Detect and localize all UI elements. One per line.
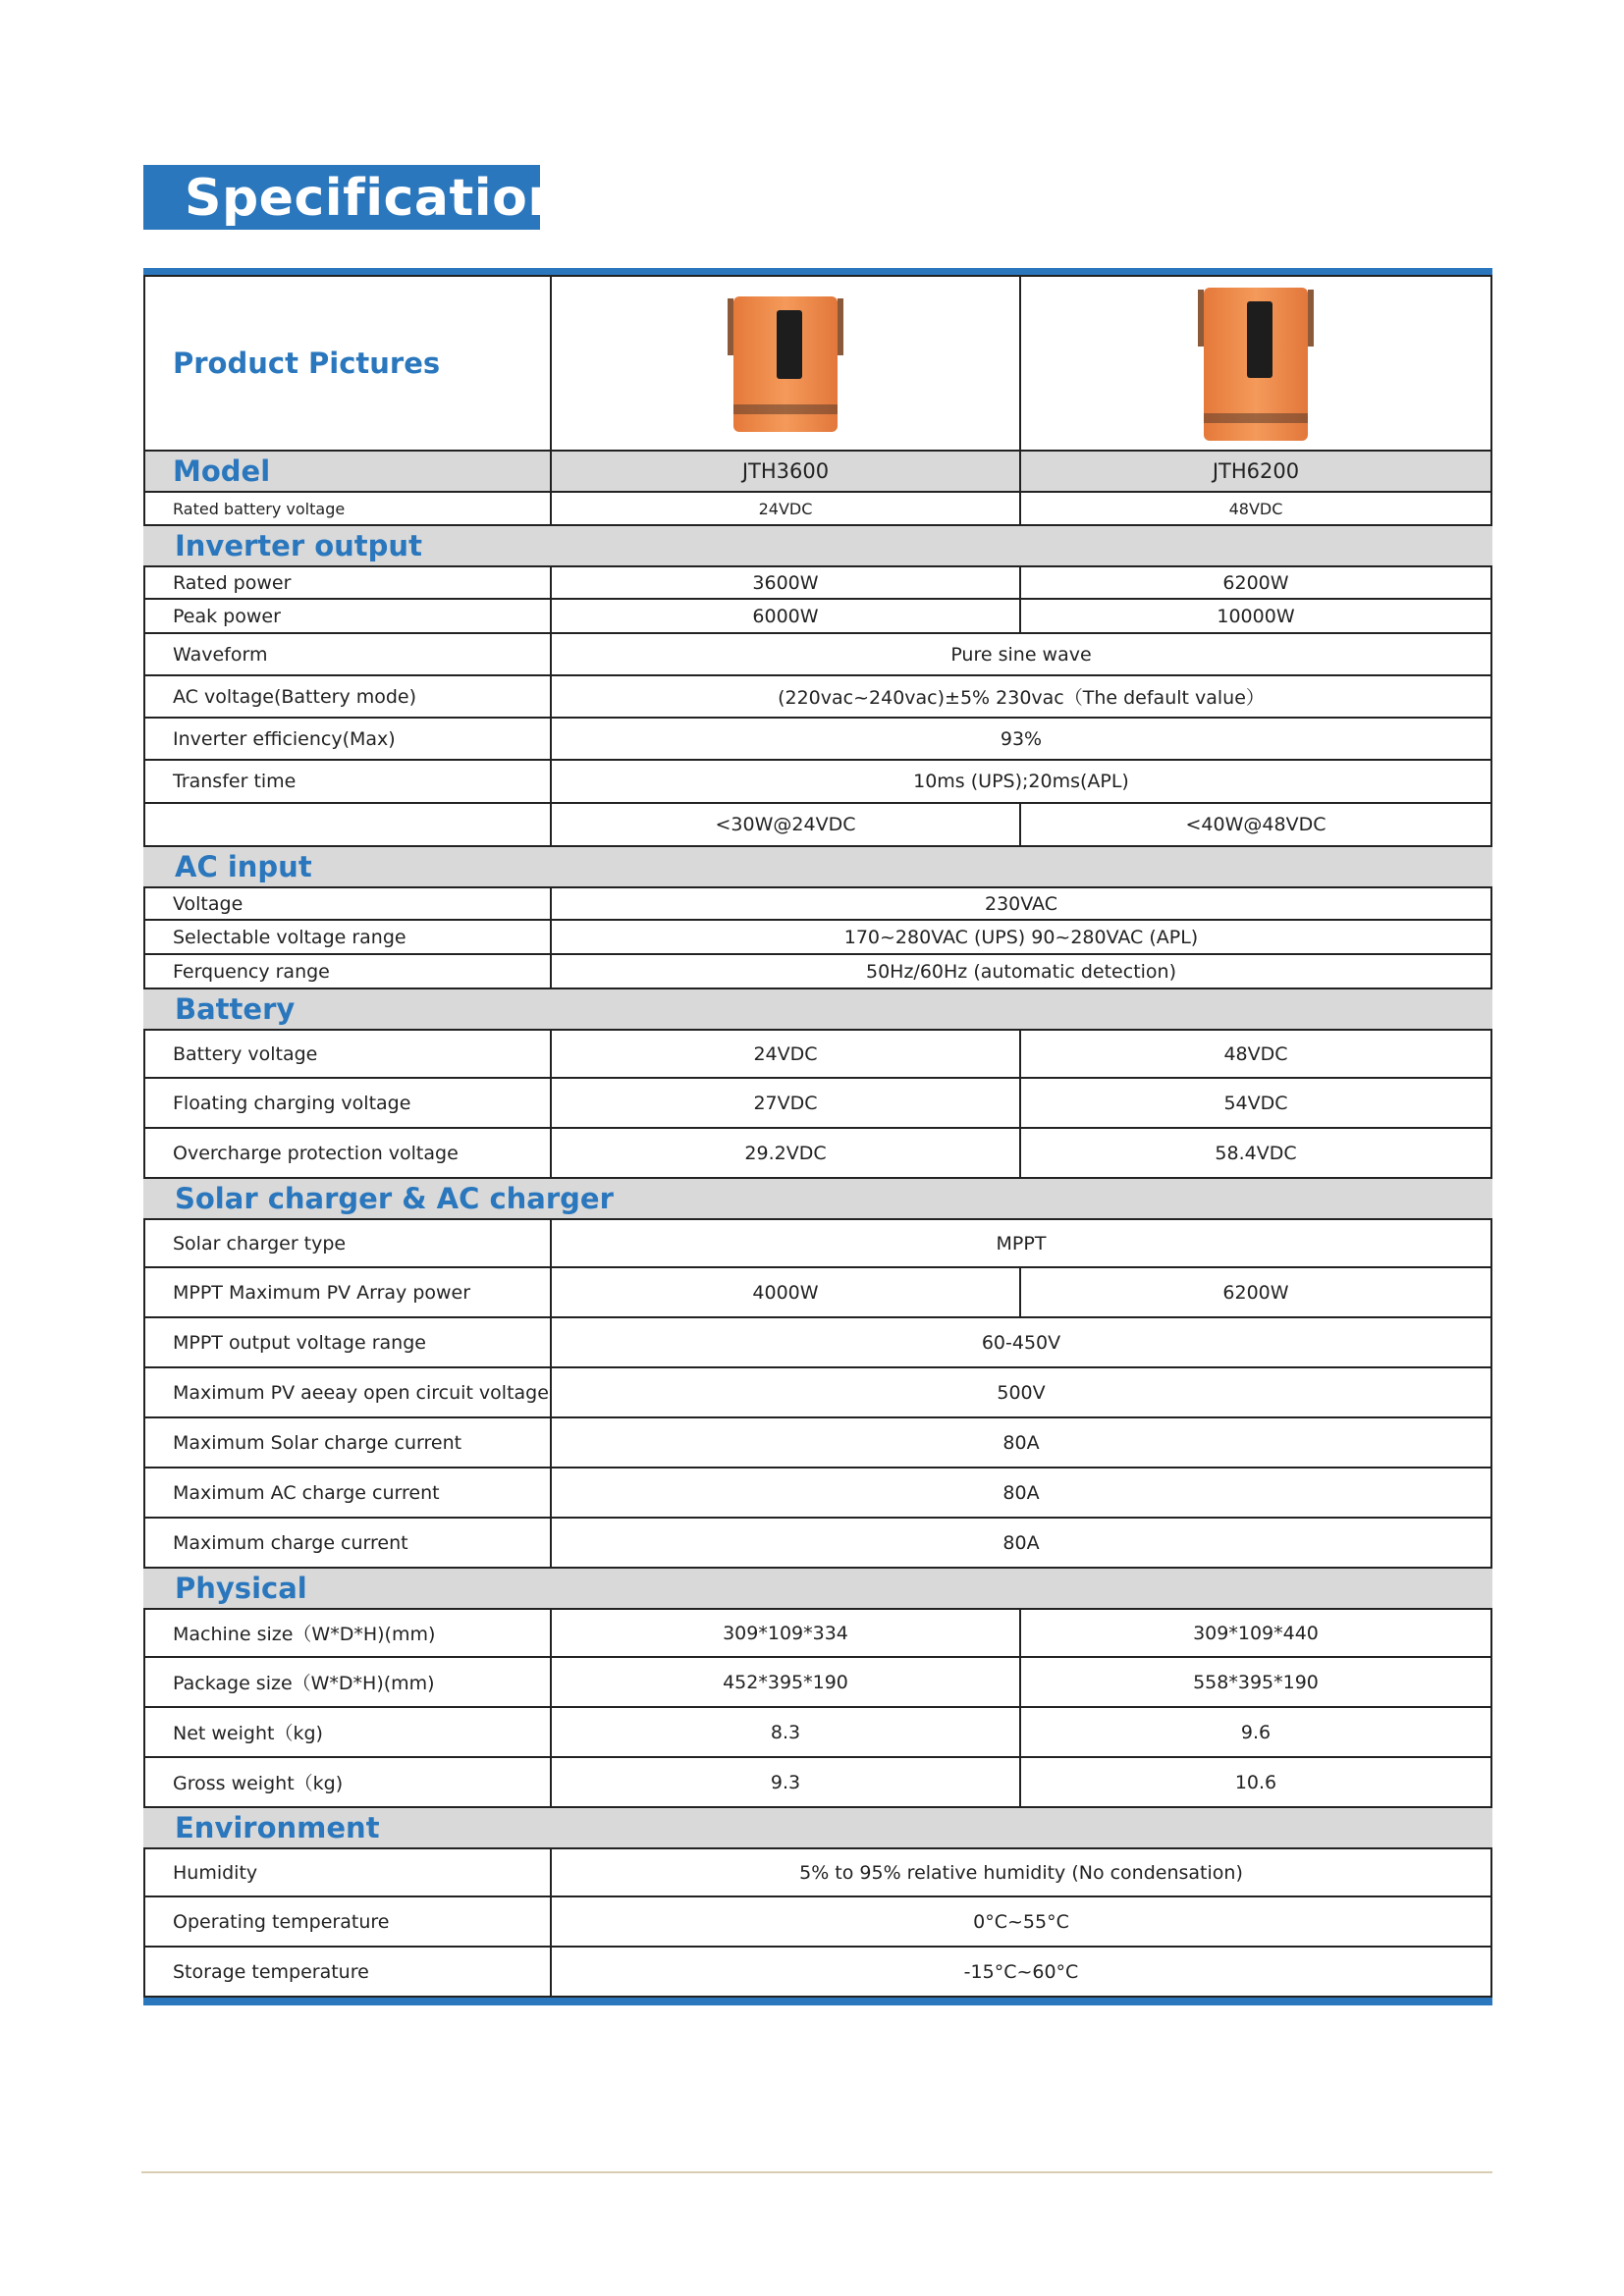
table-row xyxy=(143,1708,1492,1758)
cell-value: 558*395*190 xyxy=(1193,1671,1319,1693)
table-row xyxy=(143,761,1492,804)
row-label: Overcharge protection voltage xyxy=(145,1129,552,1177)
section-physical: Physical xyxy=(143,1569,1492,1608)
cell-value: 9.3 xyxy=(552,1758,1021,1806)
row-label: Maximum AC charge current xyxy=(145,1468,552,1517)
spec-table xyxy=(143,268,1492,2005)
cell-value: 54VDC xyxy=(1223,1092,1288,1114)
table-row xyxy=(143,1368,1492,1418)
cell-value: 80A xyxy=(1002,1481,1040,1504)
rated-battery-row xyxy=(143,493,1492,526)
row-label: MPPT output voltage range xyxy=(145,1318,552,1366)
cell-value: 10.6 xyxy=(1234,1771,1277,1793)
cell-value: 10000W xyxy=(1217,605,1295,627)
table-row xyxy=(143,719,1492,761)
cell-value: 5% to 95% relative humidity (No condensation) xyxy=(799,1861,1243,1884)
cell-value: 230VAC xyxy=(985,892,1057,915)
cell-value: (220vac~240vac)±5% 230vac（The default value） xyxy=(778,687,1265,709)
cell-value: 4000W xyxy=(552,1268,1021,1316)
product-picture-jth3600 xyxy=(552,277,1021,450)
cell-value: 58.4VDC xyxy=(1215,1142,1297,1164)
table-row xyxy=(143,1608,1492,1658)
row-label: Operating temperature xyxy=(145,1897,552,1946)
row-label: Package size（W*D*H)(mm) xyxy=(145,1658,552,1706)
cell-value: 9.6 xyxy=(1240,1721,1272,1743)
row-label: Machine size（W*D*H)(mm) xyxy=(145,1610,552,1656)
row-label: Ferquency range xyxy=(145,955,552,988)
row-label: Battery voltage xyxy=(145,1031,552,1077)
product-pictures-row xyxy=(143,275,1492,452)
cell-value: 50Hz/60Hz (automatic detection) xyxy=(866,960,1176,983)
table-row xyxy=(143,1897,1492,1948)
table-row xyxy=(143,1758,1492,1808)
table-bottom-bar xyxy=(143,1998,1492,2005)
table-row xyxy=(143,1129,1492,1179)
row-label: MPPT Maximum PV Array power xyxy=(145,1268,552,1316)
row-label xyxy=(145,804,552,845)
cell-value: 24VDC xyxy=(552,493,1021,524)
cell-value: -15°C~60°C xyxy=(963,1960,1079,1983)
cell-value: 80A xyxy=(1002,1431,1040,1454)
cell-value: 6000W xyxy=(552,600,1021,632)
cell-value: Pure sine wave xyxy=(950,643,1092,666)
table-row xyxy=(143,955,1492,989)
cell-value: 29.2VDC xyxy=(552,1129,1021,1177)
cell-value: 500V xyxy=(997,1381,1046,1404)
table-row xyxy=(143,1318,1492,1368)
row-label: AC voltage(Battery mode) xyxy=(145,676,552,717)
table-row xyxy=(143,565,1492,600)
row-label: Solar charger type xyxy=(145,1220,552,1266)
cell-value: 452*395*190 xyxy=(552,1658,1021,1706)
cell-value: 48VDC xyxy=(1228,499,1283,518)
table-top-bar xyxy=(143,268,1492,275)
row-label: Peak power xyxy=(145,600,552,632)
row-label: Rated power xyxy=(145,567,552,598)
model-label: Model xyxy=(145,452,552,491)
row-label: Waveform xyxy=(145,634,552,674)
table-row xyxy=(143,1948,1492,1998)
section-inverter-output: Inverter output xyxy=(143,526,1492,565)
row-label: Floating charging voltage xyxy=(145,1079,552,1127)
title-banner xyxy=(143,165,565,230)
row-label: Maximum Solar charge current xyxy=(145,1418,552,1467)
cell-value: 60-450V xyxy=(981,1331,1061,1354)
table-row xyxy=(143,1519,1492,1569)
model-value: JTH6200 xyxy=(1212,459,1300,483)
inverter-image xyxy=(724,289,847,438)
cell-value: 10ms (UPS);20ms(APL) xyxy=(913,771,1129,792)
row-label: Storage temperature xyxy=(145,1948,552,1996)
cell-value: 93% xyxy=(1000,727,1043,750)
cell-value: 3600W xyxy=(552,567,1021,598)
cell-value: 309*109*334 xyxy=(552,1610,1021,1656)
inverter-image xyxy=(1194,280,1318,447)
cell-value: 6200W xyxy=(1222,571,1289,594)
table-row xyxy=(143,1268,1492,1318)
table-row xyxy=(143,921,1492,955)
table-row xyxy=(143,1218,1492,1268)
table-row xyxy=(143,804,1492,847)
cell-value: 80A xyxy=(1002,1531,1040,1554)
cell-value: 27VDC xyxy=(552,1079,1021,1127)
table-row xyxy=(143,634,1492,676)
row-label: Humidity xyxy=(145,1849,552,1896)
cell-value: <30W@24VDC xyxy=(552,804,1021,845)
model-row xyxy=(143,452,1492,493)
row-label: Net weight（kg) xyxy=(145,1708,552,1756)
cell-value: <40W@48VDC xyxy=(1185,814,1326,835)
model-value: JTH3600 xyxy=(552,452,1021,491)
row-label: Gross weight（kg) xyxy=(145,1758,552,1806)
section-charger: Solar charger & AC charger xyxy=(143,1179,1492,1218)
table-row xyxy=(143,1468,1492,1519)
table-row xyxy=(143,1029,1492,1079)
section-battery: Battery xyxy=(143,989,1492,1029)
footer-divider xyxy=(141,2171,1492,2173)
cell-value: 24VDC xyxy=(552,1031,1021,1077)
product-picture-jth6200 xyxy=(1021,277,1490,450)
table-row xyxy=(143,1847,1492,1897)
table-row xyxy=(143,1418,1492,1468)
table-row xyxy=(143,1079,1492,1129)
cell-value: MPPT xyxy=(996,1232,1047,1255)
table-row xyxy=(143,676,1492,719)
table-row xyxy=(143,600,1492,634)
table-row xyxy=(143,1658,1492,1708)
cell-value: 0°C~55°C xyxy=(973,1910,1069,1933)
page-title: Specification xyxy=(185,169,565,228)
cell-value: 309*109*440 xyxy=(1193,1622,1319,1644)
row-label: Transfer time xyxy=(145,761,552,802)
row-label: Rated battery voltage xyxy=(145,493,552,524)
table-row xyxy=(143,886,1492,921)
product-pictures-label: Product Pictures xyxy=(145,277,552,450)
cell-value: 48VDC xyxy=(1223,1042,1288,1065)
row-label: Voltage xyxy=(145,888,552,919)
section-environment: Environment xyxy=(143,1808,1492,1847)
cell-value: 6200W xyxy=(1222,1281,1289,1304)
cell-value: 170~280VAC (UPS) 90~280VAC (APL) xyxy=(843,926,1199,948)
row-label: Inverter efficiency(Max) xyxy=(145,719,552,759)
section-ac-input: AC input xyxy=(143,847,1492,886)
row-label: Maximum charge current xyxy=(145,1519,552,1567)
row-label: Maximum PV aeeay open circuit voltage xyxy=(145,1368,552,1416)
row-label: Selectable voltage range xyxy=(145,921,552,953)
cell-value: 8.3 xyxy=(552,1708,1021,1756)
